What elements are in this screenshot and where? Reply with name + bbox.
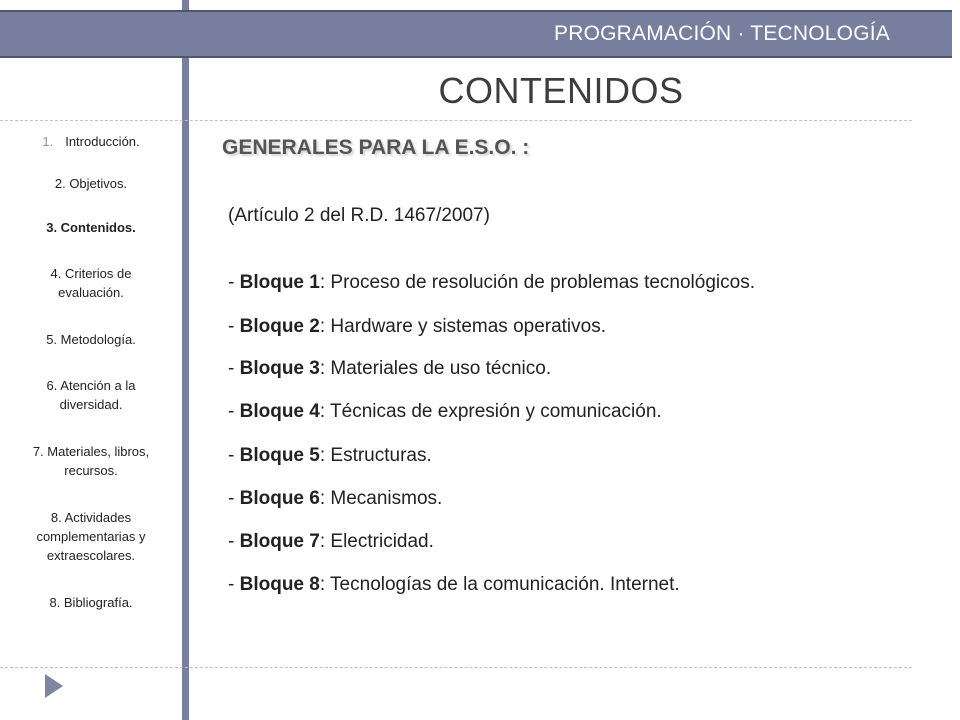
sidebar-item-actividades[interactable]: 8. Actividades complementarias y extraescolares. — [36, 510, 146, 563]
sidebar-item-metodologia[interactable]: 5. Metodología. — [46, 332, 136, 347]
bloque-label: Bloque 4 — [239, 401, 320, 422]
bloque-label: Bloque 1 — [239, 272, 320, 293]
list-item: - Bloque 3: Materiales de uso técnico. — [228, 358, 552, 379]
sidebar-item-materiales[interactable]: 7. Materiales, libros, recursos. — [32, 444, 150, 478]
sidebar-item-introduccion[interactable] — [0, 132, 182, 151]
section-title: GENERALES PARA LA E.S.O. : — [222, 136, 530, 159]
sidebar-item-criterios[interactable]: 4. Criterios de evaluación. — [50, 266, 132, 300]
bloque-label: Bloque 3 — [239, 358, 320, 379]
page-title: CONTENIDOS — [438, 70, 684, 111]
list-item: - Bloque 6: Mecanismos. — [228, 488, 443, 509]
sidebar-item-objetivos[interactable]: 2. Objetivos. — [54, 176, 128, 191]
sidebar-item-label: Introducción. — [65, 134, 140, 149]
bloque-label: Bloque 6 — [239, 488, 320, 509]
sidebar-item-contenidos[interactable]: 3. Contenidos. — [46, 220, 136, 235]
list-item: - Bloque 8: Tecnologías de la comunicación. Internet. — [228, 574, 680, 595]
sidebar-item-atencion-diversidad[interactable]: 6. Atención a la diversidad. — [46, 378, 136, 412]
bloque-label: Bloque 7 — [239, 531, 320, 552]
list-item: - Bloque 2: Hardware y sistemas operativos. — [228, 316, 607, 337]
header-title: PROGRAMACIÓN · TECNOLOGÍA — [554, 22, 890, 45]
article-reference: (Artículo 2 del R.D. 1467/2007) — [228, 205, 490, 226]
bloque-label: Bloque 2 — [239, 316, 320, 337]
list-item: - Bloque 4: Técnicas de expresión y comunicación. — [228, 401, 662, 422]
vertical-divider-bar — [182, 0, 189, 720]
play-arrow-icon[interactable] — [45, 674, 63, 698]
top-dashed-divider — [0, 120, 912, 121]
list-item: - Bloque 1: Proceso de resolución de problemas tecnológicos. — [228, 272, 755, 293]
bottom-dashed-divider — [0, 667, 912, 668]
list-item: - Bloque 7: Electricidad. — [228, 531, 434, 552]
bloque-label: Bloque 5 — [239, 445, 320, 466]
sidebar-item-number: 1. — [42, 134, 54, 149]
list-item: - Bloque 5: Estructuras. — [228, 445, 432, 466]
sidebar-item-bibliografia[interactable]: 8. Bibliografía. — [49, 595, 133, 610]
bloque-label: Bloque 8 — [239, 574, 320, 595]
